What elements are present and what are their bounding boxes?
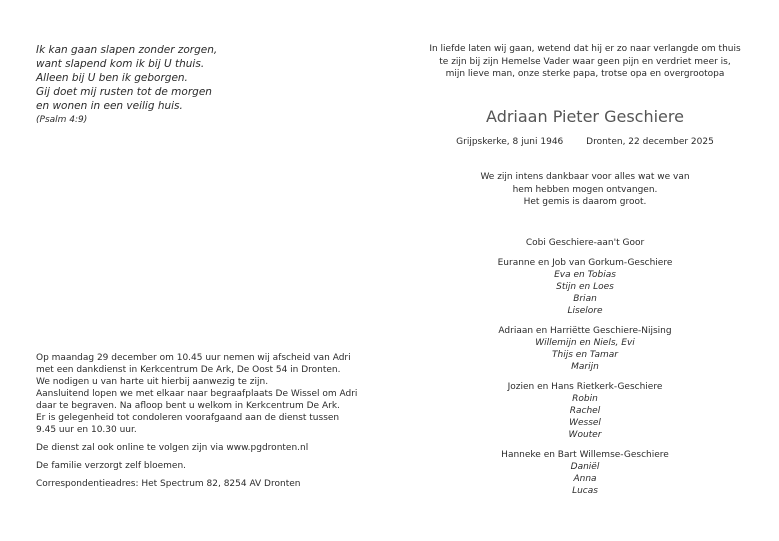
- service-line: We nodigen u van harte uit hierbij aanwezig te zijn.: [36, 377, 269, 387]
- service-line: daar te begraven. Na afloop bent u welkom in Kerkcentrum De Ark.: [36, 401, 340, 411]
- family-child: Lucas: [572, 486, 598, 496]
- deceased-name: Adriaan Pieter Geschiere: [486, 107, 684, 126]
- poem-line: Ik kan gaan slapen zonder zorgen,: [36, 44, 218, 56]
- service-line: Op maandag 29 december om 10.45 uur nemen wij afscheid van Adri: [36, 353, 351, 363]
- family-group: [395, 257, 775, 317]
- online-notice: De dienst zal ook online te volgen zijn via www.pgdronten.nl: [36, 443, 309, 453]
- family-child: Willemijn en Niels, Evi: [535, 338, 635, 348]
- family-child: Stijn en Loes: [556, 282, 614, 292]
- family-group: [395, 449, 775, 497]
- poem-reference: (Psalm 4:9): [36, 115, 88, 125]
- family-child: Wessel: [569, 418, 601, 428]
- family-child: Brian: [573, 294, 597, 304]
- family-child: Rachel: [569, 406, 601, 416]
- thanks-line: Het gemis is daarom groot.: [523, 197, 647, 207]
- intro-line: mijn lieve man, onze sterke papa, trotse opa en overgrootopa: [445, 69, 725, 79]
- death-date: Dronten, 22 december 2025: [586, 137, 714, 147]
- family-child: Wouter: [568, 430, 602, 440]
- intro-line: In liefde laten wij gaan, wetend dat hij er zo naar verlangde om thuis: [429, 44, 741, 54]
- service-line: 9.45 uur en 10.30 uur.: [36, 425, 137, 435]
- life-dates: [395, 137, 775, 147]
- family-child: Robin: [572, 394, 598, 404]
- poem: [36, 43, 381, 127]
- family-parents: Adriaan en Harriëtte Geschiere-Nijsing: [498, 326, 672, 336]
- poem-line: en wonen in een veilig huis.: [36, 100, 183, 112]
- intro-text: [395, 43, 775, 81]
- family-child: Anna: [573, 474, 597, 484]
- family-list: [395, 237, 775, 505]
- thanks-text: [395, 171, 775, 209]
- poem-line: want slapend kom ik bij U thuis.: [36, 58, 205, 70]
- poem-line: Gij doet mij rusten tot de morgen: [36, 86, 212, 98]
- family-child: Eva en Tobias: [554, 270, 616, 280]
- thanks-line: We zijn intens dankbaar voor alles wat we van: [480, 172, 690, 182]
- poem-line: Alleen bij U ben ik geborgen.: [36, 72, 188, 84]
- spouse-name: Cobi Geschiere-aan't Goor: [525, 238, 645, 248]
- birth-date: Grijpskerke, 8 juni 1946: [456, 137, 564, 147]
- family-parents: Jozien en Hans Rietkerk-Geschiere: [507, 382, 663, 392]
- service-line: Er is gelegenheid tot condoleren voorafgaand aan de dienst tussen: [36, 413, 340, 423]
- thanks-line: hem hebben mogen ontvangen.: [512, 184, 658, 195]
- family-group: [395, 325, 775, 373]
- family-child: Liselore: [567, 306, 603, 316]
- service-line: met een dankdienst in Kerkcentrum De Ark, De Oost 54 in Dronten.: [36, 365, 341, 375]
- service-line: Aansluitend lopen we met elkaar naar begraafplaats De Wissel om Adri: [36, 389, 358, 399]
- flowers-notice: De familie verzorgt zelf bloemen.: [36, 461, 187, 471]
- service-info: [36, 352, 381, 490]
- family-parents: Euranne en Job van Gorkum-Geschiere: [497, 258, 673, 268]
- family-child: Daniël: [570, 462, 600, 472]
- family-parents: Hanneke en Bart Willemse-Geschiere: [501, 450, 669, 460]
- correspondence-address: Correspondentieadres: Het Spectrum 82, 8254 AV Dronten: [36, 479, 301, 489]
- family-child: Thijs en Tamar: [552, 350, 618, 360]
- family-child: Marijn: [571, 362, 599, 372]
- family-group: [395, 381, 775, 441]
- intro-line: te zijn bij zijn Hemelse Vader waar geen pijn en verdriet meer is,: [439, 56, 731, 67]
